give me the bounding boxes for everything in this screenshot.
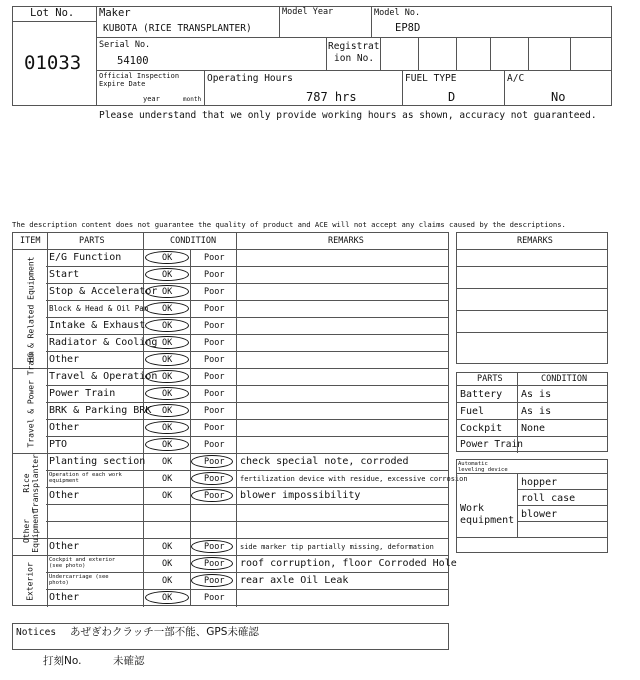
work-item-blower: blower: [521, 509, 558, 520]
row-ok-option[interactable]: OK: [162, 576, 173, 586]
row-ok-option[interactable]: OK: [162, 389, 173, 399]
work-equipment-box: [456, 459, 608, 553]
ac-label: A/C: [507, 73, 525, 84]
row-poor-option[interactable]: Poor: [204, 559, 225, 569]
disclaimer: The description content does not guarantee the quality of product and ACE will not accept any claims caused by the descriptions.: [12, 220, 566, 229]
group-label-travel-power: [26, 351, 36, 448]
row-poor-option[interactable]: Poor: [204, 355, 225, 365]
row-part: Other: [49, 541, 80, 552]
row-poor-option[interactable]: Poor: [204, 287, 225, 297]
stamp-value: 未確認: [113, 655, 145, 667]
row-part: Other: [49, 354, 80, 365]
row-ok-option[interactable]: OK: [162, 559, 173, 569]
fuel-type-value: D: [448, 90, 456, 104]
hours-notice: Please understand that we only provide working hours as shown, accuracy not guaranteed.: [99, 110, 597, 121]
row-part: Planting section: [49, 456, 146, 467]
row-remark: side marker tip partially missing, deformation: [240, 543, 434, 551]
row-part: Travel & Operation: [49, 371, 158, 382]
model-no-value: EP8D: [395, 22, 421, 34]
row-poor-option[interactable]: Poor: [204, 406, 225, 416]
group-label-rice-transplanter: Rice Transplanter: [22, 454, 40, 512]
row-ok-option[interactable]: OK: [162, 440, 173, 450]
row-part: Other: [49, 422, 80, 433]
row-poor-option[interactable]: Poor: [204, 321, 225, 331]
row-poor-option[interactable]: Poor: [204, 491, 225, 501]
row-part: Undercarriage (see photo): [49, 574, 109, 586]
row-ok-option[interactable]: OK: [162, 287, 173, 297]
notices-label: Notices: [16, 627, 57, 638]
year-label: year: [143, 95, 160, 103]
serial-label: Serial No.: [99, 40, 151, 50]
hours-value: 787 hrs: [306, 90, 357, 104]
row-ok-option[interactable]: OK: [162, 593, 173, 603]
row-poor-option[interactable]: Poor: [204, 440, 225, 450]
maker-value: KUBOTA (RICE TRANSPLANTER): [103, 23, 252, 34]
row-ok-option[interactable]: OK: [162, 542, 173, 552]
row-ok-option[interactable]: OK: [162, 304, 173, 314]
maker-label: Maker: [99, 7, 131, 19]
right-part-power-train: Power Train: [460, 439, 523, 450]
row-ok-option[interactable]: OK: [162, 474, 173, 484]
serial-value: 54100: [117, 55, 149, 67]
inspection-label-2: Expire Date: [99, 80, 146, 88]
col-parts-header: PARTS: [79, 236, 105, 246]
row-poor-option[interactable]: Poor: [204, 372, 225, 382]
row-remark: blower impossibility: [240, 490, 361, 501]
group-label-travel-power-text: Travel & Power Train: [26, 351, 36, 448]
row-ok-option[interactable]: OK: [162, 270, 173, 280]
ac-value: No: [551, 90, 566, 104]
row-poor-option[interactable]: Poor: [204, 457, 225, 467]
right-parts-box: [456, 372, 608, 452]
row-part: Operation of each work equipment: [49, 472, 122, 484]
work-equipment-label-1: Work: [460, 503, 485, 514]
right-part-battery: Battery: [460, 389, 503, 400]
col-condition-header: CONDITION: [170, 236, 217, 246]
notices-text: あぜぎわクラッチ一部不能、GPS未確認: [70, 626, 259, 638]
group-label-eg-related: EG & Related Equipment: [26, 256, 36, 363]
work-item-roll-case: roll case: [521, 493, 576, 504]
auto-leveling-label: Automatic leveling device: [458, 461, 508, 473]
condition-table: [12, 232, 449, 606]
row-poor-option[interactable]: Poor: [204, 304, 225, 314]
row-poor-option[interactable]: Poor: [204, 593, 225, 603]
right-condition-header: CONDITION: [541, 374, 588, 384]
model-year-label: Model Year: [282, 7, 334, 17]
month-label: month: [183, 96, 202, 103]
row-ok-option[interactable]: OK: [162, 338, 173, 348]
lot-label: Lot No.: [30, 7, 75, 19]
row-poor-option[interactable]: Poor: [204, 270, 225, 280]
group-label-other-equipment: Other Equipment: [22, 509, 40, 553]
row-part: PTO: [49, 439, 68, 450]
row-poor-option[interactable]: Poor: [204, 423, 225, 433]
row-part: Other: [49, 490, 80, 501]
right-cond-battery: As is: [521, 389, 552, 400]
registration-label-1: Registrat: [328, 41, 380, 52]
row-ok-option[interactable]: OK: [162, 355, 173, 365]
row-part: Other: [49, 592, 80, 603]
right-parts-header: PARTS: [477, 374, 503, 384]
stamp-label: 打刻No.: [43, 655, 82, 667]
row-ok-option[interactable]: OK: [162, 321, 173, 331]
row-part: BRK & Parking BRK: [49, 405, 152, 416]
row-part: Block & Head & Oil Pan: [49, 304, 149, 313]
right-cond-fuel: As is: [521, 406, 552, 417]
row-poor-option[interactable]: Poor: [204, 389, 225, 399]
right-part-fuel: Fuel: [460, 406, 485, 417]
model-no-label: Model No.: [374, 8, 421, 18]
row-part: Radiator & Cooling: [49, 337, 158, 348]
row-part: Power Train: [49, 388, 116, 399]
row-remark: rear axle Oil Leak: [240, 575, 349, 586]
right-remarks-box: [456, 232, 608, 364]
row-part: Start: [49, 269, 80, 280]
work-equipment-label-2: equipment: [460, 515, 515, 526]
row-ok-option[interactable]: OK: [162, 253, 173, 263]
col-item-header: ITEM: [20, 236, 41, 246]
row-ok-option[interactable]: OK: [162, 372, 173, 382]
row-poor-option[interactable]: Poor: [204, 576, 225, 586]
row-poor-option[interactable]: Poor: [204, 338, 225, 348]
registration-label-2: ion No.: [334, 53, 375, 64]
lot-number: 01033: [24, 52, 82, 74]
row-ok-option[interactable]: OK: [162, 457, 173, 467]
row-part: E/G Function: [49, 252, 122, 263]
row-poor-option[interactable]: Poor: [204, 542, 225, 552]
row-poor-option[interactable]: Poor: [204, 253, 225, 263]
row-ok-option[interactable]: OK: [162, 423, 173, 433]
fuel-type-label: FUEL TYPE: [405, 73, 457, 84]
row-remark: fertilization device with residue, excessive corrosion: [240, 475, 468, 483]
right-part-cockpit: Cockpit: [460, 423, 503, 434]
row-ok-option[interactable]: OK: [162, 406, 173, 416]
inspection-label-1: Official Inspection: [99, 72, 180, 80]
row-part: Intake & Exhaust: [49, 320, 146, 331]
row-part: Stop & Accelerator: [49, 286, 158, 297]
col-remarks-header: REMARKS: [328, 236, 364, 246]
hours-label: Operating Hours: [207, 73, 293, 84]
row-remark: roof corruption, floor Corroded Hole: [240, 558, 457, 569]
row-part: Cockpit and exterior (see photo): [49, 557, 116, 569]
work-item-hopper: hopper: [521, 477, 558, 488]
right-cond-cockpit: None: [521, 423, 546, 434]
row-remark: check special note, corroded: [240, 456, 409, 467]
row-poor-option[interactable]: Poor: [204, 474, 225, 484]
group-label-exterior: Exterior: [25, 562, 35, 601]
right-remarks-header: REMARKS: [517, 236, 553, 246]
row-ok-option[interactable]: OK: [162, 491, 173, 501]
